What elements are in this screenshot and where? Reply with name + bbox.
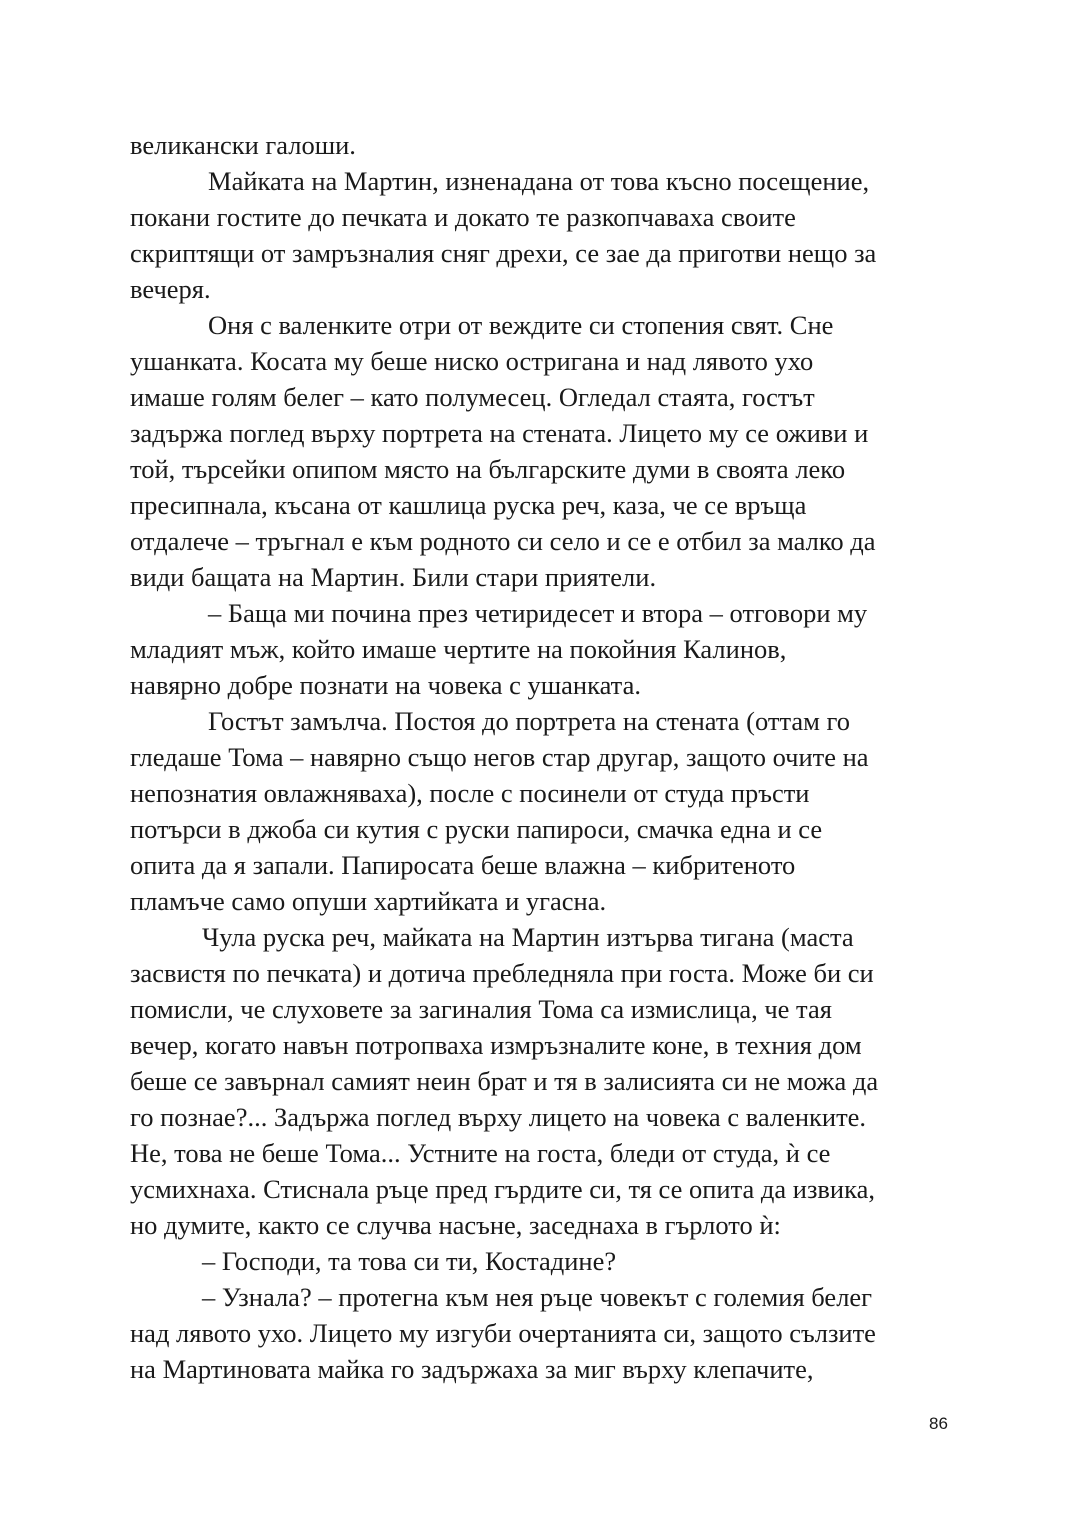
text-line: – Баща ми почина през четиридесет и втора – отговори му [208, 598, 868, 628]
text-line: скриптящи от замръзналия сняг дрехи, се зае да приготви нещо за [130, 238, 877, 268]
page-number: 86 [929, 1414, 948, 1433]
text-line: над лявото ухо. Лицето му изгуби очертанията си, защото сълзите [130, 1318, 876, 1348]
text-line: Чула руска реч, майката на Мартин изтърва тигана (маста [202, 922, 854, 952]
text-line: Не, това не беше Тома... Устните на госта, бледи от студа, ѝ се [130, 1138, 831, 1168]
text-line: ушанката. Косата му беше ниско остригана и над лявото ухо [130, 346, 814, 376]
text-line: Майката на Мартин, изненадана от това късно посещение, [208, 166, 870, 196]
text-line: младият мъж, който имаше чертите на покойния Калинов, [130, 634, 787, 664]
text-line: опита да я запали. Папиросата беше влажна – кибритеното [130, 850, 796, 880]
text-line: той, търсейки опипом място на българските думи в своята леко [130, 454, 846, 484]
text-line: пламъче само опуши хартийката и угасна. [130, 886, 607, 916]
text-line: пресипнала, късана от кашлица руска реч, каза, че се връща [130, 490, 807, 520]
text-line: усмихнаха. Стиснала ръце пред гърдите си, тя се опита да извика, [130, 1174, 875, 1204]
text-line: покани гостите до печката и докато те разкопчаваха своите [130, 202, 796, 232]
body-text [130, 127, 950, 1387]
text-line: но думите, както се случва насъне, заседнаха в гърлото ѝ: [130, 1210, 781, 1240]
text-line: великански галоши. [130, 130, 356, 160]
text-line: Оня с валенките отри от веждите си стопения свят. Сне [208, 310, 834, 340]
text-line: помисли, че слуховете за загиналия Тома са измислица, че тая [130, 994, 832, 1024]
text-line: непознатия овлажняваха), после с посинели от студа пръсти [130, 778, 810, 808]
text-line: на Мартиновата майка го задържаха за миг върху клепачите, [130, 1354, 814, 1384]
text-line: имаше голям белег – като полумесец. Огледал стаята, гостът [130, 382, 815, 412]
text-line: – Узнала? – протегна към нея ръце човекът с големия белег [202, 1282, 873, 1312]
text-line: Гостът замълча. Постоя до портрета на стената (оттам го [208, 706, 850, 736]
text-line: вечер, когато навън потропваха измръзналите коне, в техния дом [130, 1030, 862, 1060]
text-line: – Господи, та това си ти, Костадине? [202, 1246, 617, 1276]
text-line: навярно добре познати на човека с ушанката. [130, 670, 641, 700]
text-line: потърси в джоба си кутия с руски папироси, смачка една и се [130, 814, 823, 844]
text-line: беше се завърнал самият неин брат и тя в залисията си не можа да [130, 1066, 879, 1096]
text-line: види бащата на Мартин. Били стари приятели. [130, 562, 657, 592]
text-line: гледаше Тома – навярно също негов стар другар, защото очите на [130, 742, 869, 772]
text-line: задържа поглед върху портрета на стената. Лицето му се оживи и [130, 418, 869, 448]
text-line: засвистя по печката) и дотича пребледняла при госта. Може би си [130, 958, 874, 988]
text-line: го познае?... Задържа поглед върху лицето на човека с валенките. [130, 1102, 867, 1132]
text-line: отдалече – тръгнал е към родното си село и се е отбил за малко да [130, 526, 876, 556]
text-line: вечеря. [130, 274, 211, 304]
